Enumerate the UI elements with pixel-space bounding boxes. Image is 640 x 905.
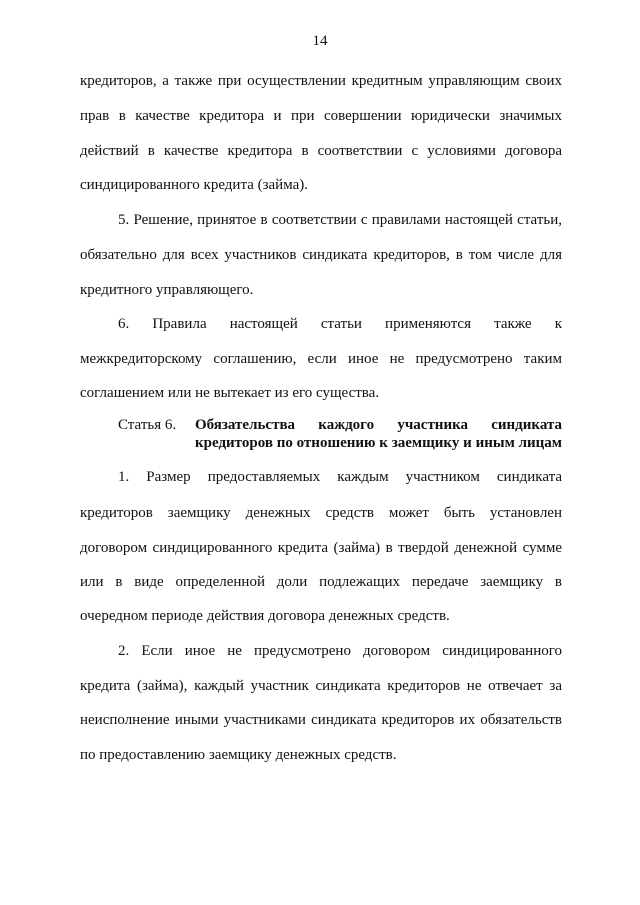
- text-line: кредиторов заемщику денежных средств может быть установлен: [80, 505, 562, 521]
- page-number: 14: [312, 33, 328, 49]
- text-line: обязательно для всех участников синдиката кредиторов, в том числе для: [80, 247, 562, 263]
- text-line: или в виде определенной доли подлежащих передаче заемщику в: [80, 574, 562, 590]
- text-line: 5. Решение, принятое в соответствии с правилами настоящей статьи,: [118, 212, 562, 228]
- article-title-line: кредиторов по отношению к заемщику и иным лицам: [195, 435, 562, 451]
- text-line: межкредиторскому соглашению, если иное не предусмотрено таким: [80, 351, 562, 367]
- text-line: неисполнение иными участниками синдиката кредиторов их обязательств: [80, 712, 562, 728]
- text-line: 6. Правила настоящей статьи применяются также к: [118, 316, 562, 332]
- text-line: действий в качестве кредитора в соответствии с условиями договора: [80, 143, 562, 159]
- text-line: кредиторов, а также при осуществлении кредитным управляющим своих: [80, 73, 562, 89]
- text-line: прав в качестве кредитора и при совершении юридически значимых: [80, 108, 562, 124]
- text-line: договором синдицированного кредита (займа) в твердой денежной сумме: [80, 540, 562, 556]
- text-line: соглашением или не вытекает из его существа.: [80, 385, 380, 401]
- text-line: кредита (займа), каждый участник синдиката кредиторов не отвечает за: [80, 678, 562, 694]
- article-label: Статья 6.: [118, 417, 177, 433]
- text-line: кредитного управляющего.: [80, 282, 254, 298]
- text-line: 2. Если иное не предусмотрено договором синдицированного: [118, 643, 562, 659]
- text-line: по предоставлению заемщику денежных средств.: [80, 747, 397, 763]
- text-line: 1. Размер предоставляемых каждым участником синдиката: [118, 469, 562, 485]
- text-line: очередном периоде действия договора денежных средств.: [80, 608, 450, 624]
- text-line: синдицированного кредита (займа).: [80, 177, 309, 193]
- article-title-line: Обязательства каждого участника синдиката: [195, 417, 562, 433]
